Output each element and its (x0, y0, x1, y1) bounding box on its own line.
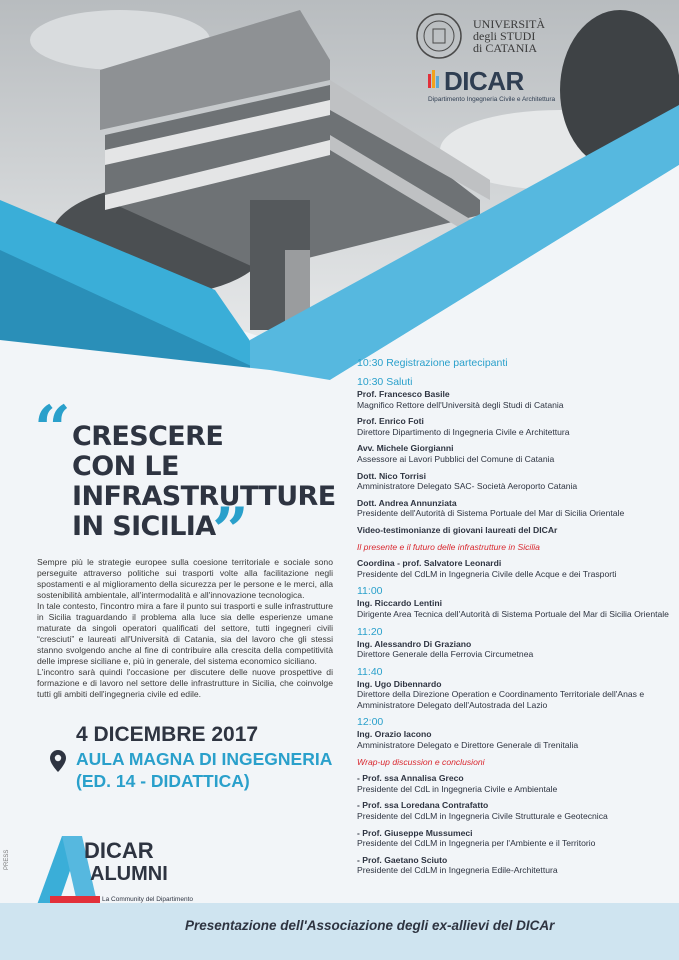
program-speaker-role: Direttore Generale della Ferrovia Circumetnea (357, 649, 534, 660)
program-item (357, 716, 675, 750)
program-speaker: Video-testimonianze di giovani laureati del DICAr (357, 524, 558, 535)
event-date: 4 DICEMBRE 2017 (76, 723, 259, 746)
program-speaker: Prof. Enrico Foti (357, 416, 424, 427)
program-speaker: - Prof. ssa Annalisa Greco (357, 773, 464, 784)
program-session-title: Wrap-up discussion e conclusioni (357, 756, 485, 767)
program-speaker: Prof. Francesco Basile (357, 389, 450, 399)
program-item (357, 855, 675, 876)
program-speaker: Ing. Ugo Dibennardo (357, 678, 442, 689)
program-time: 10:30 Registrazione partecipanti (357, 357, 508, 369)
program-speaker-role: Presidente del CdL in Ingegneria Civile e Ambientale (357, 783, 558, 794)
university-seal-icon (415, 12, 463, 60)
title-line: IN SICILIA (72, 511, 216, 542)
program-speaker: Ing. Riccardo Lentini (357, 598, 442, 609)
description-paragraph: L'incontro sarà quindi l'occasione per discutere delle nuove prospettive di formazione e di lavoro nel settore delle infrastrutture in Sicilia, che coinvolge tutti gli ambiti dell'ingegneria civile ed edile. (37, 667, 333, 699)
program-time: 11:40 (357, 665, 383, 678)
program-item (357, 376, 675, 410)
program-speaker-role: Dirigente Area Tecnica dell'Autorità di Sistema Portuale del Mar di Sicilia Orientale (357, 608, 669, 619)
alumni-line2: ALUMNI (90, 863, 168, 885)
program-item (357, 416, 675, 437)
program-speaker-role: Amministratore Delegato SAC- Società Aeroporto Catania (357, 481, 578, 492)
program-speaker: Dott. Andrea Annunziata (357, 497, 457, 508)
open-quote-icon: “ (34, 392, 71, 467)
program-speaker-role: Presidente del CdLM in Ingegneria Edile-Architettura (357, 865, 558, 876)
program-speaker: - Prof. Gaetano Sciuto (357, 854, 448, 865)
alumni-line1: DICAR (84, 838, 154, 863)
program-speaker-role: Direttore della Direzione Operation e Coordinamento Territoriale dell'Anas e Amministratore Delegato dell'Autostrada del Lazio (357, 689, 645, 710)
university-logo (415, 12, 555, 60)
program-session-title: Il presente e il futuro delle infrastrutture in Sicilia (357, 541, 540, 552)
close-quote-icon: ” (212, 494, 249, 569)
title-line: INFRASTRUTTURE (72, 481, 336, 512)
university-name-line2: degli STUDI (473, 29, 536, 43)
university-name-line1: UNIVERSITÀ (473, 17, 545, 31)
description (37, 557, 333, 700)
description-paragraph: Sempre più le strategie europee sulla coesione territoriale e sociale sono perseguite attraverso politiche sui trasporti volte alla facilitazione negli spostamenti e al miglioramento della sicurezza per le persone e le merci, alla sostenibilità ambientale, all'intermodalità e all'innovazione tecnologica. (37, 557, 333, 600)
program-item (357, 471, 675, 492)
title-line: CON LE (72, 451, 179, 482)
program-item (357, 757, 675, 768)
program-item (357, 498, 675, 519)
program-speaker: Dott. Nico Torrisi (357, 470, 427, 481)
program-speaker: Ing. Orazio Iacono (357, 729, 432, 740)
dicar-color-bars-icon (428, 70, 442, 92)
event-venue (76, 748, 332, 792)
program-speaker: - Prof. Giuseppe Mussumeci (357, 827, 473, 838)
footer-text: Presentazione dell'Associazione degli ex-allievi del DICAr (185, 918, 555, 933)
program-item (357, 828, 675, 849)
program-speaker: Avv. Michele Giorgianni (357, 443, 454, 454)
program-speaker-role: Presidente del CdLM in Ingegneria per l'Ambiente e il Territorio (357, 838, 596, 849)
venue-line: (ED. 14 - DIDATTICA) (76, 771, 250, 791)
program-item (357, 443, 675, 464)
program-item (357, 542, 675, 553)
program-speaker-role: Presidente dell'Autorità di Sistema Portuale del Mar di Sicilia Orientale (357, 508, 625, 519)
university-name-line3: di CATANIA (473, 41, 538, 55)
alumni-desc-line: La Community del Dipartimento (102, 896, 194, 903)
program-speaker: - Prof. ssa Loredana Contrafatto (357, 800, 489, 811)
program-item (357, 525, 675, 536)
program-speaker-role: Direttore Dipartimento di Ingegneria Civile e Architettura (357, 426, 570, 437)
program-speaker-role: Magnifico Rettore dell'Università degli Studi di Catania (357, 399, 564, 410)
program-item (357, 773, 675, 794)
program-speaker: Coordina - prof. Salvatore Leonardi (357, 558, 502, 569)
dicar-word: DICAR (444, 66, 524, 96)
program-speaker-role: Amministratore Delegato e Direttore Generale di Trenitalia (357, 740, 579, 751)
program-item (357, 626, 675, 660)
program-item (357, 585, 675, 619)
program-time: 12:00 (357, 716, 384, 729)
location-pin-icon (50, 750, 66, 772)
title-line: CRESCERE (72, 421, 224, 452)
description-paragraph: In tale contesto, l'incontro mira a fare il punto sui trasporti e sulle infrastrutture in Sicilia traguardando il problema alla luce sia delle esperienze umane maturate da singoli operatori qualificati del settore, tutti ingegneri civili “cresciuti” e laureati all'Università di Catania, sia del lavoro che gli stessi stanno svolgendo anche al fine di contribuire alla crescita della competitività delle imprese siciliane e, più in generale, del sistema economico siciliano. (37, 601, 333, 666)
program-item (357, 558, 675, 579)
dicar-subtitle: Dipartimento Ingegneria Civile e Architettura (428, 96, 556, 103)
venue-line: AULA MAGNA DI INGEGNERIA (76, 749, 333, 769)
program-item (357, 357, 675, 370)
program-speaker-role: Presidente del CdLM in Ingegneria Civile delle Acque e dei Trasporti (357, 568, 617, 579)
press-credit: PRESS (4, 849, 10, 870)
building-photo (0, 0, 679, 380)
program-time: 11:20 (357, 625, 383, 638)
program-list (357, 357, 675, 882)
dicar-logo (428, 66, 568, 106)
program-item (357, 666, 675, 711)
program-speaker: Ing. Alessandro Di Graziano (357, 638, 472, 649)
program-speaker-role: Presidente del CdLM in Ingegneria Civile Strutturale e Geotecnica (357, 811, 608, 822)
program-speaker-role: Assessore ai Lavori Pubblici del Comune di Catania (357, 453, 555, 464)
program-item (357, 800, 675, 821)
program-time: 11:00 (357, 585, 383, 598)
program-time: 10:30 Saluti (357, 376, 413, 388)
